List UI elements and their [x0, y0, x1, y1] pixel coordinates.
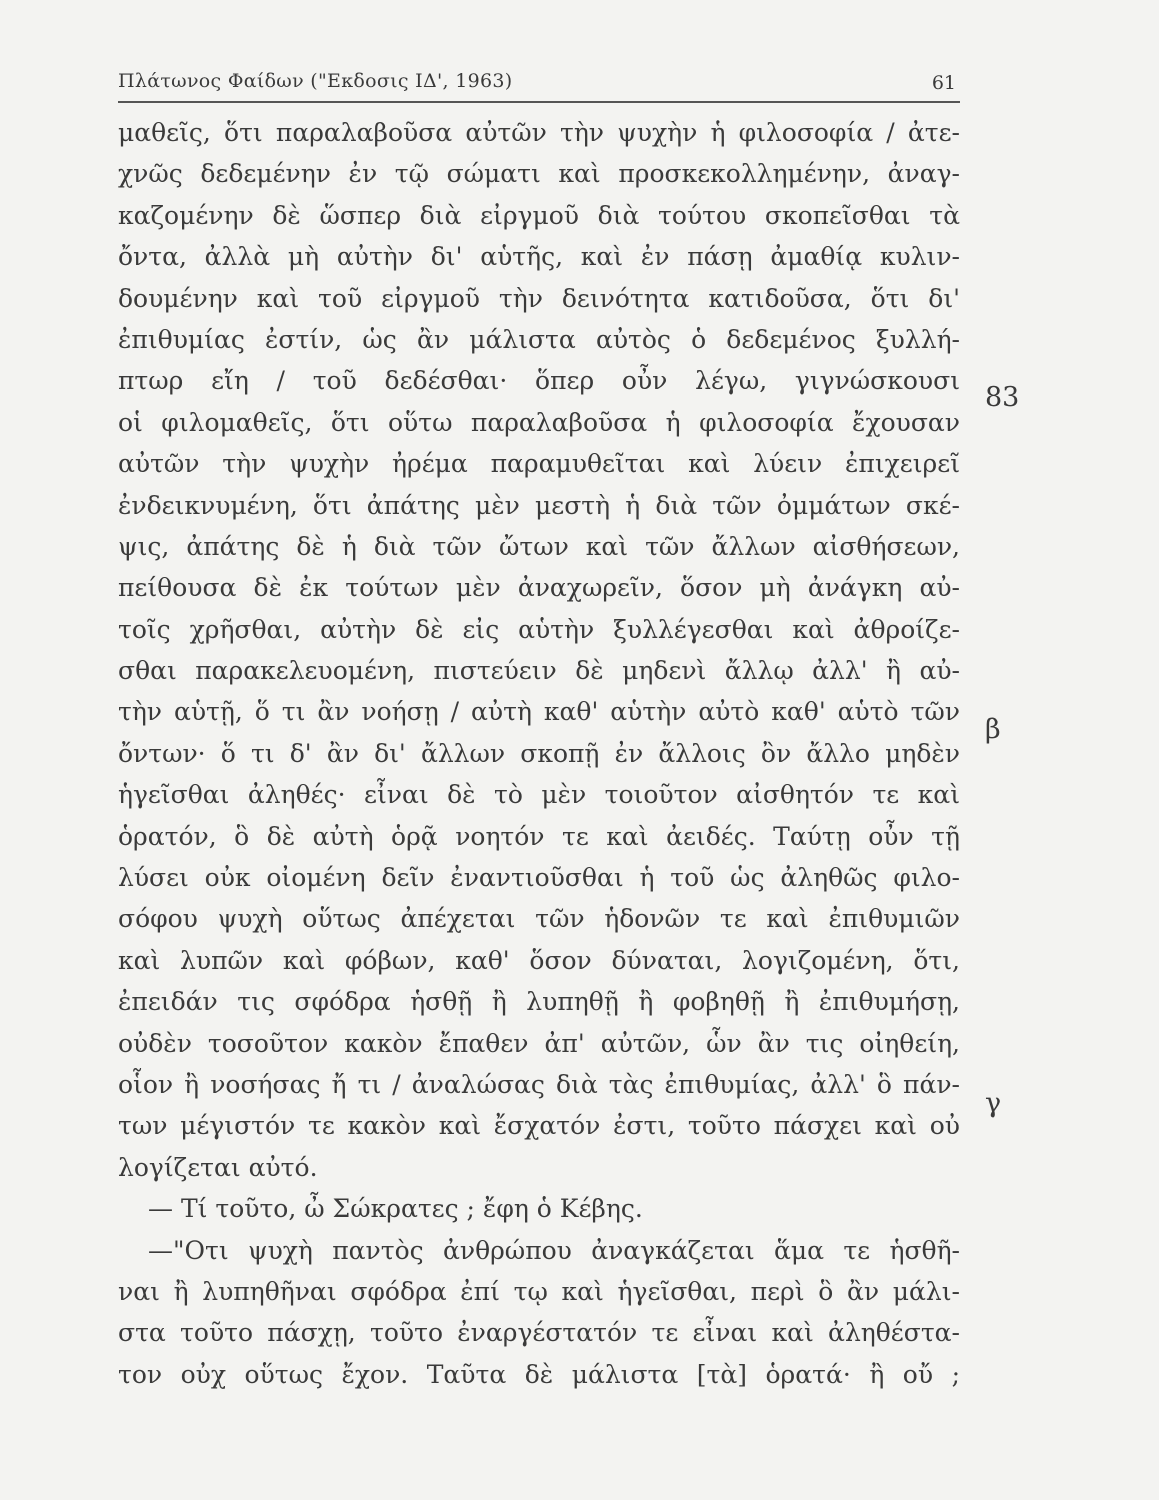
text-line: οἷον ἢ νοσήσας ἤ τι / ἀναλώσας διὰ τὰς ἐπιθυμίας, ἀλλ' ὃ πάν-: [118, 1069, 960, 1099]
dialogue-line: — Τί τοῦτο, ὦ Σώκρατες ; ἔφη ὁ Κέβης.: [148, 1194, 643, 1224]
text-line: ἡγεῖσθαι ἀληθές· εἶναι δὲ τὸ μὲν τοιοῦτον αἰσθητόν τε καὶ: [118, 780, 960, 810]
page-number: 61: [931, 72, 956, 94]
text-line: αὐτῶν τὴν ψυχὴν ἠρέμα παραμυθεῖται καὶ λύειν ἐπιχειρεῖ: [118, 449, 960, 479]
text-line: ὄντα, ἀλλὰ μὴ αὐτὴν δι' αὑτῆς, καὶ ἐν πάσῃ ἀμαθίᾳ κυλιν-: [118, 242, 960, 272]
margin-note-83: 83: [985, 382, 1020, 413]
text-line: ἐπειδάν τις σφόδρα ἡσθῇ ἢ λυπηθῇ ἢ φοβηθῇ ἢ ἐπιθυμήσῃ,: [118, 987, 960, 1017]
text-line: μαθεῖς, ὅτι παραλαβοῦσα αὐτῶν τὴν ψυχὴν ἡ φιλοσοφία / ἀτε-: [118, 118, 960, 147]
text-line: ἐπιθυμίας ἐστίν, ὡς ἂν μάλιστα αὐτὸς ὁ δεδεμένος ξυλλή-: [118, 324, 960, 354]
text-line: πτωρ εἴη / τοῦ δεδέσθαι· ὅπερ οὖν λέγω, γιγνώσκουσι: [118, 366, 960, 396]
text-line: των μέγιστόν τε κακὸν καὶ ἔσχατόν ἐστι, τοῦτο πάσχει καὶ οὐ: [118, 1111, 960, 1141]
text-line: πείθουσα δὲ ἐκ τούτων μὲν ἀναχωρεῖν, ὅσον μὴ ἀνάγκη αὐ-: [118, 573, 960, 603]
text-line: σθαι παρακελευομένη, πιστεύειν δὲ μηδενὶ ἄλλῳ ἀλλ' ἢ αὐ-: [118, 656, 960, 686]
margin-note-beta: β: [985, 714, 1001, 745]
margin-note-gamma: γ: [985, 1088, 1002, 1119]
header-title: Πλάτωνος Φαίδων ("Εκδοσις ΙΔ', 1963): [118, 70, 513, 92]
text-line: στα τοῦτο πάσχῃ, τοῦτο ἐναργέστατόν τε εἶναι καὶ ἀληθέστα-: [118, 1318, 960, 1348]
text-line: ἐνδεικνυμένη, ὅτι ἀπάτης μὲν μεστὴ ἡ διὰ τῶν ὀμμάτων σκέ-: [118, 490, 960, 520]
text-line: τὴν αὑτῇ, ὅ τι ἂν νοήσῃ / αὐτὴ καθ' αὑτὴν αὐτὸ καθ' αὑτὸ τῶν: [118, 697, 960, 727]
text-line: δουμένην καὶ τοῦ εἰργμοῦ τὴν δεινότητα κατιδοῦσα, ὅτι δι': [118, 283, 960, 313]
text-line: τοῖς χρῆσθαι, αὐτὴν δὲ εἰς αὑτὴν ξυλλέγεσθαι καὶ ἀθροίζε-: [118, 614, 960, 644]
text-line: οὐδὲν τοσοῦτον κακὸν ἔπαθεν ἀπ' αὐτῶν, ὧν ἂν τις οἰηθείη,: [118, 1028, 960, 1058]
text-line: καζομένην δὲ ὥσπερ διὰ εἰργμοῦ διὰ τούτου σκοπεῖσθαι τὰ: [118, 200, 960, 230]
text-line: τον οὐχ οὕτως ἔχον. Ταῦτα δὲ μάλιστα [τὰ] ὁρατά· ἢ οὔ ;: [118, 1359, 960, 1389]
text-line: καὶ λυπῶν καὶ φόβων, καθ' ὅσον δύναται, λογιζομένη, ὅτι,: [118, 945, 960, 975]
running-header: [118, 66, 960, 100]
text-line: σόφου ψυχὴ οὕτως ἀπέχεται τῶν ἡδονῶν τε καὶ ἐπιθυμιῶν: [118, 904, 960, 934]
text-line: ψις, ἀπάτης δὲ ἡ διὰ τῶν ὤτων καὶ τῶν ἄλλων αἰσθήσεων,: [118, 531, 960, 561]
text-line: ναι ἢ λυπηθῆναι σφόδρα ἐπί τῳ καὶ ἡγεῖσθαι, περὶ ὃ ἂν μάλι-: [118, 1276, 960, 1306]
text-line: λύσει οὐκ οἰομένη δεῖν ἐναντιοῦσθαι ἡ τοῦ ὡς ἀληθῶς φιλο-: [118, 863, 960, 893]
dialogue-line: —"Οτι ψυχὴ παντὸς ἀνθρώπου ἀναγκάζεται ἅμα τε ἡσθῆ-: [148, 1235, 960, 1265]
text-line: ὁρατόν, ὃ δὲ αὐτὴ ὁρᾷ νοητόν τε καὶ ἀειδές. Ταύτῃ οὖν τῇ: [118, 821, 960, 851]
text-line: ὄντων· ὅ τι δ' ἂν δι' ἄλλων σκοπῇ ἐν ἄλλοις ὂν ἄλλο μηδὲν: [118, 738, 960, 768]
body-text: [118, 112, 960, 1395]
text-line: οἱ φιλομαθεῖς, ὅτι οὕτω παραλαβοῦσα ἡ φιλοσοφία ἔχουσαν: [118, 407, 960, 437]
text-line: χνῶς δεδεμένην ἐν τῷ σώματι καὶ προσκεκολλημένην, ἀναγ-: [118, 159, 960, 189]
text-line: λογίζεται αὐτό.: [118, 1152, 318, 1182]
header-rule: [118, 101, 960, 103]
